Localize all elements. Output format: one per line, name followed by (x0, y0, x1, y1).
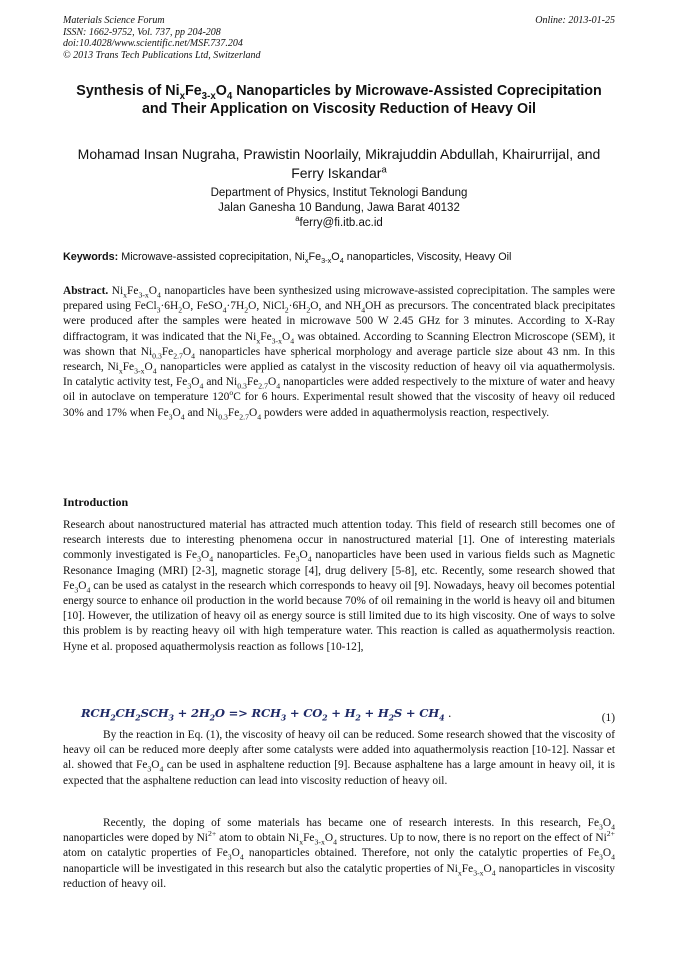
author-list: Mohamad Insan Nugraha, Prawistin Noorlaily, Mikrajuddin Abdullah, Khairurrijal, and Ferry Iskandar$^a$ (77, 146, 601, 181)
body-paragraph: By the reaction in Eq. (1), the viscosity of heavy oil can be reduced. Some research showed that the viscosity of heavy oil can be reduced more deeply after some catalysts were added into aquathermolysis reaction [10-12]. Nassar et al. showed that $Fe_3O_4$ can be used in asphaltene reduction [9]. Because asphaltene has a large amount in heavy oil, it is expected that the asphaltene reduction can lead into viscosity reduction of heavy oil. (63, 729, 615, 787)
journal-doi: doi:10.4028/www.scientific.net/MSF.737.204 (63, 38, 243, 49)
abstract-label: Abstract. (63, 285, 109, 297)
journal-header (63, 15, 615, 61)
affiliation-address: Jalan Ganesha 10 Bandung, Jawa Barat 40132 (218, 202, 460, 214)
abstract: Abstract. $Ni_xFe_{3-x}O_4$ nanoparticles have been synthesized using microwave-assisted coprecipitation. The samples were prepared using $FeCl_3\cdot 6H_2O$, $FeSO_4\cdot 7H_2O$, $NiCl_2\cdot 6H_2O$, and $NH_4OH$ as precursors. The concentrated black precipitates were produced after the samples were heated in microwave 500 W 2.45 GHz for 3 minutes. According to X-Ray diffractogram, it was indicated that the $Ni_xFe_{3-x}O_4$ was obtained. According to Scanning Electron Microscope (SEM), it was shown that $Ni_{0.3}Fe_{2.7}O_4$ nanoparticles have spherical morphology and average particle size about 43 nm. In this research, $Ni_xFe_{3-x}O_4$ nanoparticles were applied as catalyst in the viscosity reduction of heavy oil via aquathermolysis. In catalytic activity test, $Fe_3O_4$ and $Ni_{0.3}Fe_{2.7}O_4$ nanoparticles were added respectively to the mixture of water and heavy oil in autoclave on temperature 120$^o$C for 6 hours. Experimental result showed that the viscosity of heavy oil reduced 30% and 17% when $Fe_3O_4$ and $Ni_{0.3}Fe_{2.7}O_4$ powders were added in aquathermolysis reaction, respectively. (63, 285, 616, 421)
reaction-equation: $RCH_2CH_2SCH_3 + 2H_2O => RCH_3 + CO_2 + H_2 + H_2S + CH_4$ . (81, 706, 452, 723)
affiliation-department: Department of Physics, Institut Teknologi Bandung (210, 187, 468, 199)
keywords: Keywords: Microwave-assisted coprecipitation, $Ni_xFe_{3-x}O_4$ nanoparticles, Viscosity, Heavy Oil (63, 251, 512, 266)
affiliation-email[interactable]: $^a$ferry@fi.itb.ac.id (295, 214, 383, 229)
introduction-paragraph: Research about nanostructured material has attracted much attention today. This field of research still becomes one of research interests due to interesting phenomena occur in nanostructured material [1]. One of interesting materials commonly investigated is $Fe_3O_4$ nanoparticles. $Fe_3O_4$ nanoparticles have been used in various fields such as Magnetic Resonance Imaging (MRI) [2-3], magnetic storage [4], drug delivery [5-8], etc. Recently, some research showed that $Fe_3O_4$ can be used as catalyst in the research which corresponds to heavy oil [9]. Nowadays, heavy oil becomes potential energy source to enhance oil production in the world because 70% of oil remaining in the world is heavy oil and bitumen [10]. However, the utilization of heavy oil as energy source is still limited due to its high viscosity. One of ways to solve this problem is by reacting heavy oil with high temperature water. This reaction is called as aquathermolysis reaction. Hyne et al. proposed aquathermolysis reaction as follows [10-12], (63, 519, 615, 653)
paper-title: Synthesis of $Ni_xFe_{3-x}O_4$ Nanoparticles by Microwave-Assisted Coprecipitation and Their Application on Viscosity Reduction of Heavy Oil (76, 83, 602, 117)
equation-number: (1) (601, 712, 615, 724)
journal-name: Materials Science Forum (63, 15, 165, 26)
body-paragraph: Recently, the doping of some materials has became one of research interests. In this research, $Fe_3O_4$ nanoparticles were doped by $Ni^{2+}$ atom to obtain $Ni_xFe_{3-x}O_4$ structures. Up to now, there is no report on the effect of $Ni^{2+}$ atom on catalytic properties of $Fe_3O_4$ nanoparticles obtained. Therefore, not only the catalytic properties of $Fe_3O_4$ nanoparticle will be investigated in this research but also the catalytic properties of $Ni_xFe_{3-x}O_4$ nanoparticles in viscosity reduction of heavy oil. (63, 817, 615, 890)
journal-copyright: © 2013 Trans Tech Publications Ltd, Switzerland (63, 49, 261, 61)
keywords-label: Keywords: (63, 251, 119, 263)
introduction-heading: Introduction (63, 495, 129, 509)
online-date: Online: 2013-01-25 (535, 15, 615, 26)
journal-issn: ISSN: 1662-9752, Vol. 737, pp 204-208 (63, 26, 221, 38)
affiliation (63, 186, 615, 231)
